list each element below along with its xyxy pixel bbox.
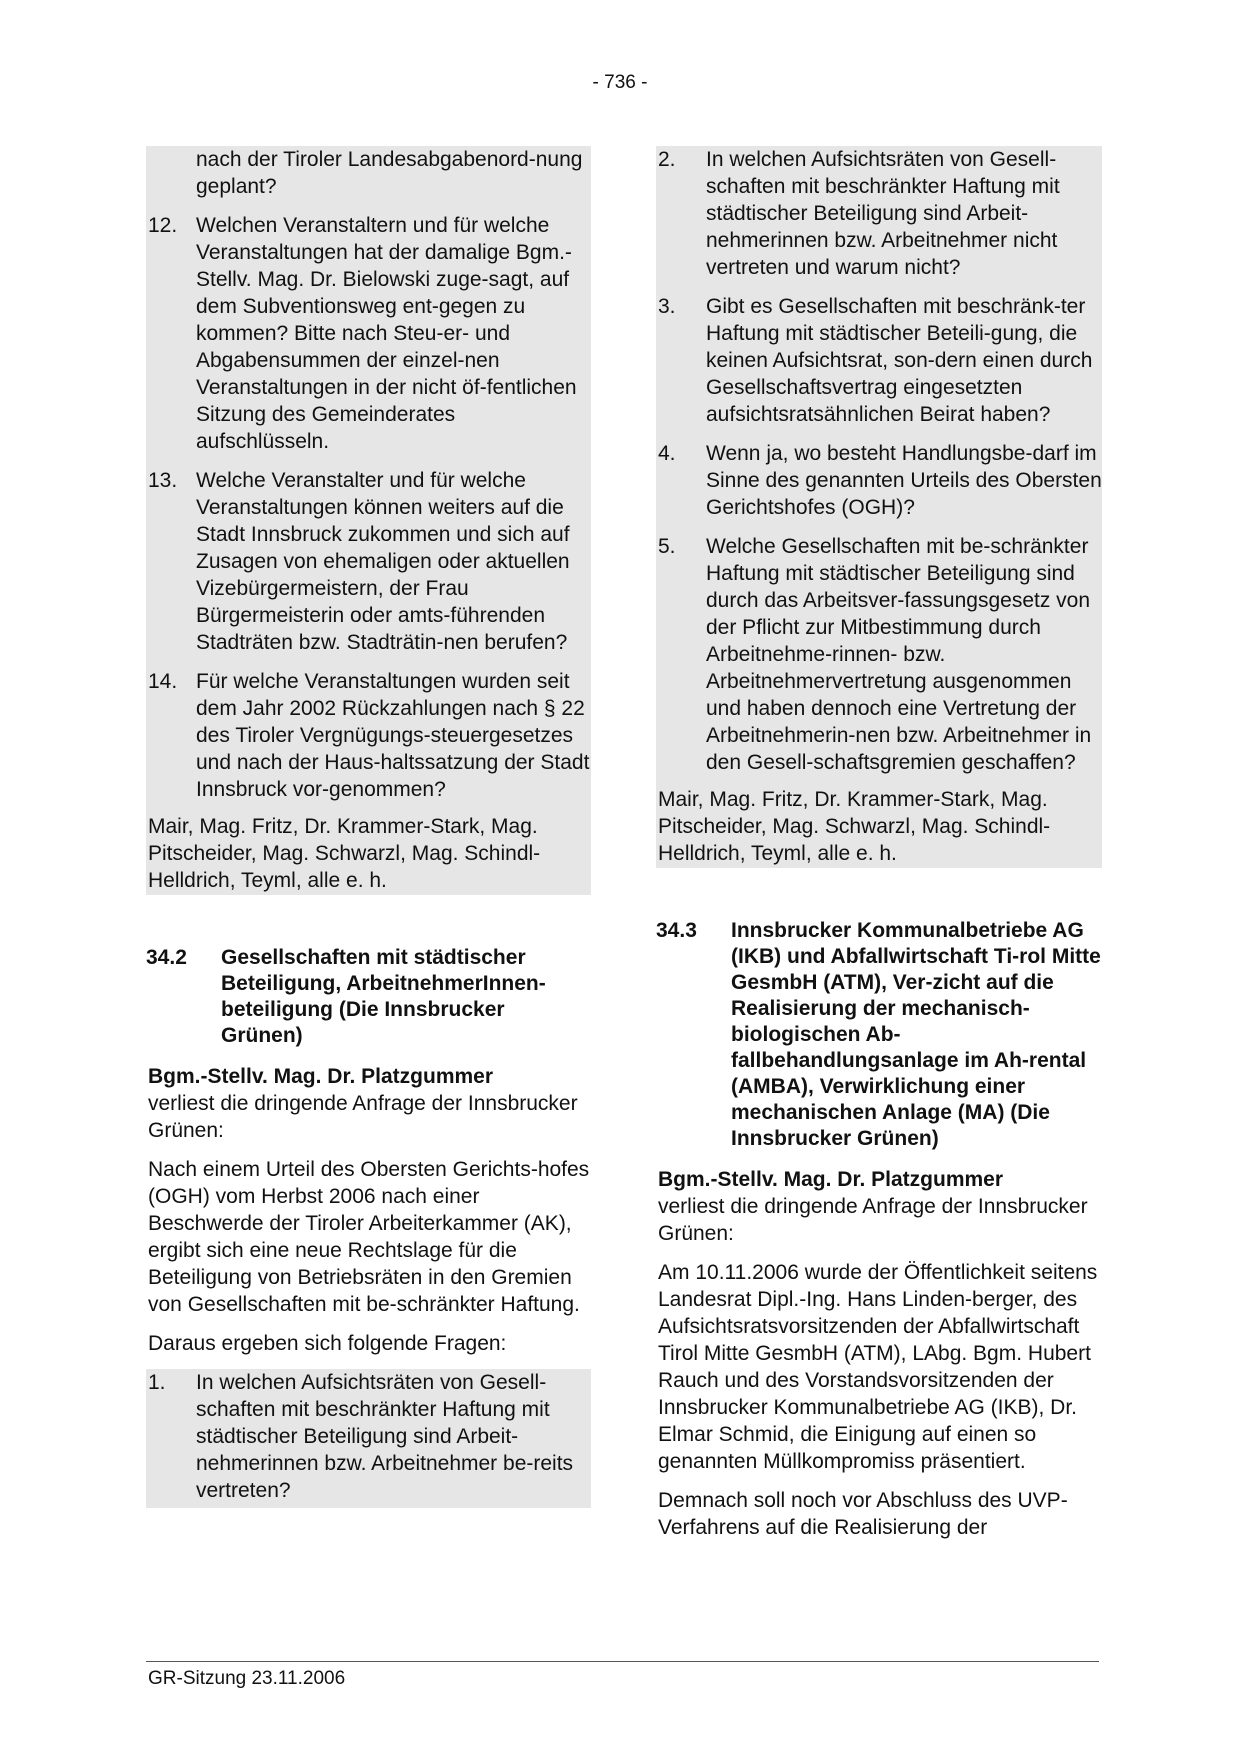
list-item-text: Für welche Veranstaltungen wurden seit dem Jahr 2002 Rückzahlungen nach § 22 des Tiroler Vergnügungs-steuergesetzes und nach der Haus-haltssatzung der Stadt Innsbruck vor-genommen? — [196, 670, 590, 801]
list-item — [146, 1369, 591, 1504]
page-number: - 736 - — [592, 72, 648, 93]
left-continuation: nach der Tiroler Landesabgabenord-nung geplant? — [196, 148, 583, 198]
left-paragraph-2: Daraus ergeben sich folgende Fragen: — [148, 1332, 507, 1355]
list-item-number: 14. — [148, 670, 178, 693]
left-question-block — [146, 146, 591, 895]
section-number: 34.3 — [656, 919, 697, 942]
speaker-name: Bgm.-Stellv. Mag. Dr. Platzgummer — [658, 1168, 1004, 1191]
section-number: 34.2 — [146, 946, 187, 969]
list-item-text: Welche Veranstalter und für welche Veranstaltungen können weiters auf die Stadt Innsbruck zukommen und sich auf Zusagen von ehemaligen oder aktuellen Vizebürgermeistern, der Frau Bürgermeisterin oder amts-führenden Stadträten bzw. Stadträtin-nen berufen? — [196, 469, 570, 654]
list-item — [656, 533, 1102, 776]
list-item-text: Wenn ja, wo besteht Handlungsbe-darf im Sinne des genannten Urteils des Obersten Gerichtshofes (OGH)? — [706, 442, 1102, 519]
left-authors: Mair, Mag. Fritz, Dr. Krammer-Stark, Mag. Pitscheider, Mag. Schwarzl, Mag. Schindl-Helldrich, Teyml, alle e. h. — [148, 815, 541, 892]
right-paragraph-1: Am 10.11.2006 wurde der Öffentlichkeit seitens Landesrat Dipl.-Ing. Hans Linden-berger, des Aufsichtsratsvorsitzenden der Abfallwirtschaft Tirol Mitte GesmbH (ATM), LAbg. Bgm. Hubert Rauch und des Vorstandsvorsitzenden der Innsbrucker Kommunalbetriebe AG (IKB), Dr. Elmar Schmid, die Einigung auf einen so genannten Müllkompromiss präsentiert. — [658, 1261, 1098, 1473]
left-question-block-2 — [146, 1369, 591, 1508]
list-item — [146, 668, 591, 803]
list-item-number: 13. — [148, 469, 178, 492]
right-authors: Mair, Mag. Fritz, Dr. Krammer-Stark, Mag. Pitscheider, Mag. Schwarzl, Mag. Schindl-Helldrich, Teyml, alle e. h. — [658, 788, 1051, 865]
list-item-number: 4. — [658, 442, 676, 465]
list-item — [656, 146, 1102, 281]
left-paragraph-1: Nach einem Urteil des Obersten Gerichts-hofes (OGH) vom Herbst 2006 nach einer Beschwerde der Tiroler Arbeiterkammer (AK), ergibt sich eine neue Rechtslage für die Beteiligung von Betriebsräten in den Gremien von Gesellschaften mit be-schränkter Haftung. — [148, 1158, 590, 1316]
speaker-action: verliest die dringende Anfrage der Innsbrucker Grünen: — [148, 1092, 578, 1142]
left-speaker-paragraph — [146, 1063, 591, 1144]
left-column — [146, 146, 591, 1508]
list-item-text: In welchen Aufsichtsräten von Gesell-schaften mit beschränkter Haftung mit städtischer Beteiligung sind Arbeit-nehmerinnen bzw. Arbeitnehmer nicht vertreten und warum nicht? — [706, 148, 1060, 279]
section-title: Gesellschaften mit städtischer Beteiligung, ArbeitnehmerInnen-beteiligung (Die Innsbrucker Grünen) — [221, 946, 546, 1047]
list-item — [656, 293, 1102, 428]
list-item-number: 5. — [658, 535, 676, 558]
list-item-number: 1. — [148, 1371, 166, 1394]
right-question-block — [656, 146, 1102, 868]
list-item-number: 12. — [148, 214, 178, 237]
footer-divider — [146, 1661, 1099, 1662]
section-heading-34-2 — [146, 945, 591, 1049]
list-item-text: Welchen Veranstaltern und für welche Veranstaltungen hat der damalige Bgm.-Stellv. Mag. Dr. Bielowski zuge-sagt, auf dem Subventionsweg ent-gegen zu kommen? Bitte nach Steu-er- und Abgabensummen der einzel-nen Veranstaltungen in der nicht öf-fentlichen Sitzung des Gemeinderates aufschlüsseln. — [196, 214, 577, 453]
list-item — [146, 467, 591, 656]
list-item-number: 3. — [658, 295, 676, 318]
list-item — [656, 440, 1102, 521]
speaker-name: Bgm.-Stellv. Mag. Dr. Platzgummer — [148, 1065, 494, 1088]
right-column — [656, 146, 1102, 1553]
section-heading-34-3 — [656, 918, 1102, 1152]
list-item-text: Gibt es Gesellschaften mit beschränk-ter Haftung mit städtischer Beteili-gung, die keinen Aufsichtsrat, son-dern einen durch Gesellschaftsvertrag eingesetzten aufsichtsratsähnlichen Beirat haben? — [706, 295, 1093, 426]
footer-text: GR-Sitzung 23.11.2006 — [148, 1668, 346, 1689]
section-title: Innsbrucker Kommunalbetriebe AG (IKB) und Abfallwirtschaft Ti-rol Mitte GesmbH (ATM), Ver-zicht auf die Realisierung der mechanisch-biologischen Ab-fallbehandlungsanlage im Ah-rental (AMBA), Verwirklichung einer mechanischen Anlage (MA) (Die Innsbrucker Grünen) — [731, 919, 1101, 1150]
list-item — [146, 212, 591, 455]
speaker-action: verliest die dringende Anfrage der Innsbrucker Grünen: — [658, 1195, 1088, 1245]
list-item-text: Welche Gesellschaften mit be-schränkter Haftung mit städtischer Beteiligung sind durch das Arbeitsver-fassungsgesetz von der Pflicht zur Mitbestimmung durch Arbeitnehme-rinnen- bzw. Arbeitnehmervertretung ausgenommen und haben dennoch eine Vertretung der Arbeitnehmerin-nen bzw. Arbeitnehmer in den Gesell-schaftsgremien geschaffen? — [706, 535, 1092, 774]
right-paragraph-2: Demnach soll noch vor Abschluss des UVP-Verfahrens auf die Realisierung der — [658, 1489, 1068, 1539]
list-item-number: 2. — [658, 148, 676, 171]
right-speaker-paragraph — [656, 1166, 1102, 1247]
list-item-text: In welchen Aufsichtsräten von Gesell-schaften mit beschränkter Haftung mit städtischer Beteiligung sind Arbeit-nehmerinnen bzw. Arbeitnehmer be-reits vertreten? — [196, 1371, 574, 1502]
